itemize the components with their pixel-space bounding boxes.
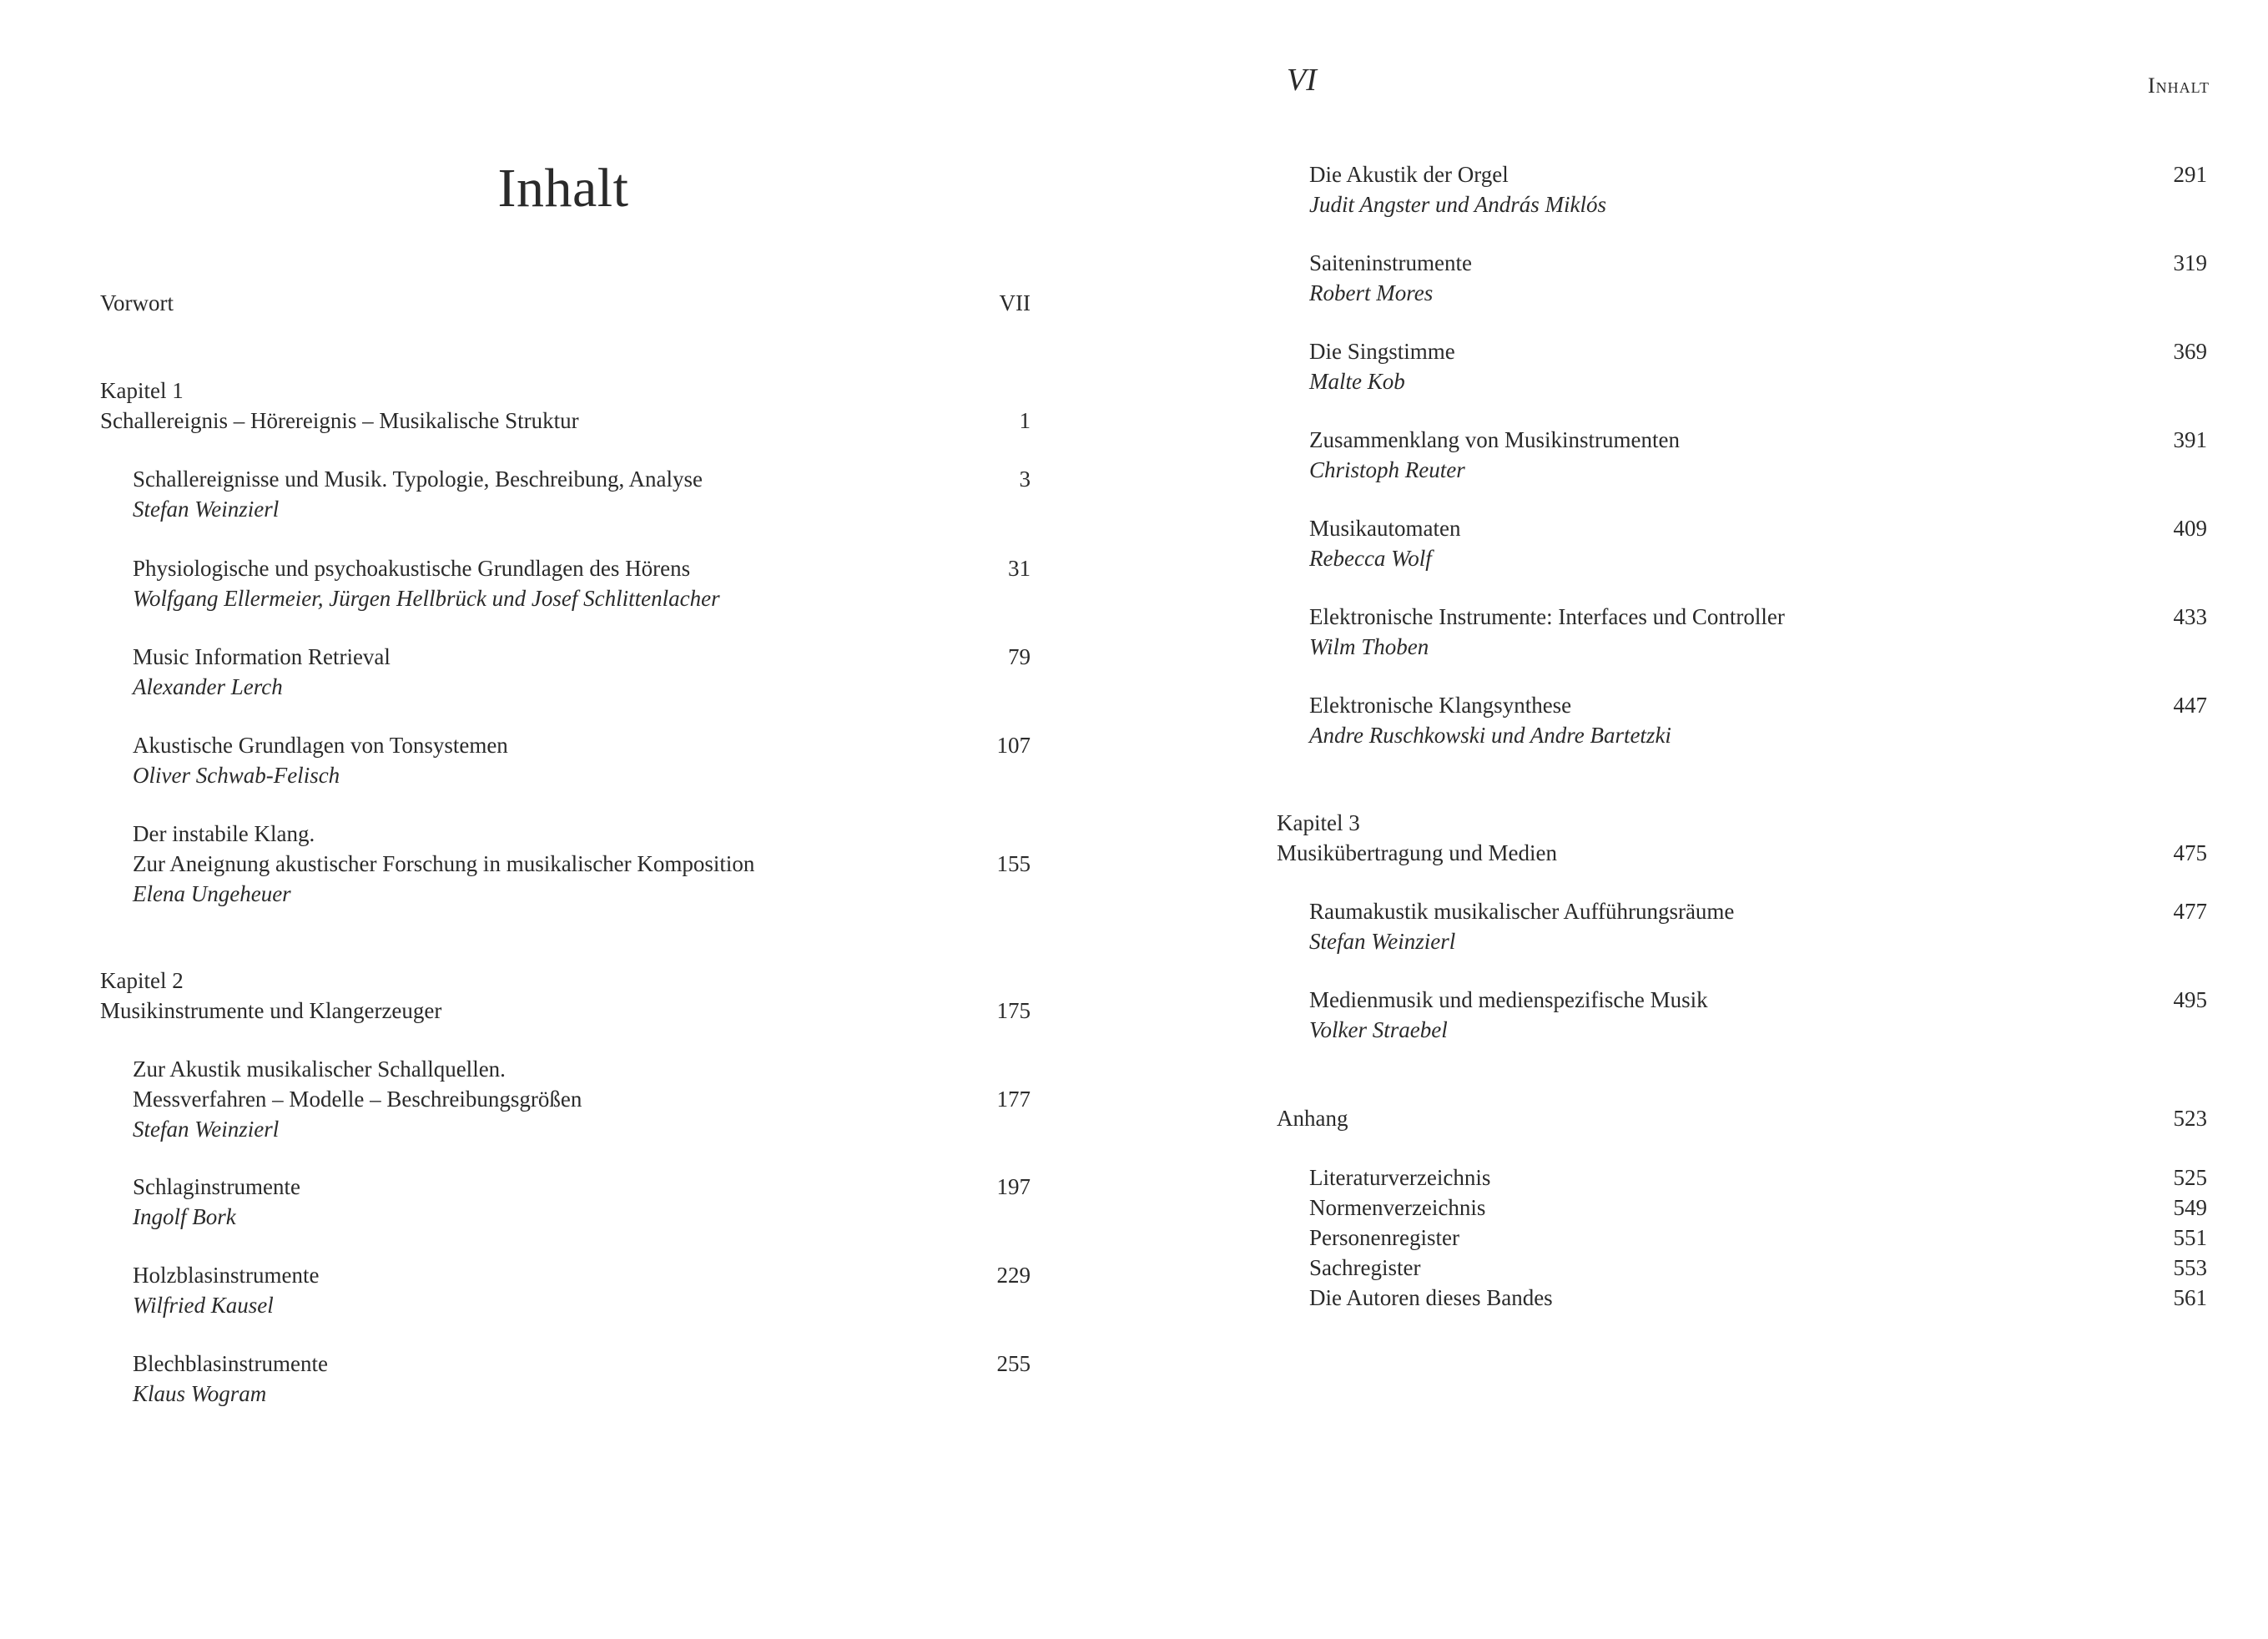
entry-author: Malte Kob <box>1309 369 1405 394</box>
running-header-page-number: VI <box>1287 63 1317 98</box>
entry-page: 495 <box>2173 987 2207 1012</box>
entry-title: Akustische Grundlagen von Tonsystemen <box>133 733 508 758</box>
entry-author: Oliver Schwab-Felisch <box>133 763 340 788</box>
toc-entry[interactable] <box>1277 513 2207 573</box>
chapter-2-entry-10 <box>1277 690 2207 750</box>
toc-entry[interactable] <box>1309 1193 2207 1223</box>
entry-title: Medienmusik und medienspezifische Musik <box>1309 987 1708 1012</box>
toc-entry[interactable] <box>1277 425 2207 485</box>
anhang-heading <box>1277 1103 2207 1133</box>
entry-title: Personenregister <box>1309 1225 1459 1250</box>
toc-entry[interactable] <box>100 819 1031 909</box>
chapter-3-entry-0 <box>1277 896 2207 956</box>
chapter-page: 475 <box>2173 840 2207 865</box>
chapter-page: 175 <box>996 998 1031 1023</box>
entry-page: 525 <box>2173 1165 2207 1190</box>
entry-page: 291 <box>2173 162 2207 187</box>
toc-entry[interactable] <box>100 642 1031 702</box>
chapter-2-entry-9 <box>1277 602 2207 662</box>
toc-entry[interactable] <box>1277 159 2207 219</box>
chapter-3-heading <box>1277 808 2207 868</box>
entry-page: 3 <box>1019 466 1031 492</box>
toc-entry[interactable] <box>100 730 1031 790</box>
entry-author: Rebecca Wolf <box>1309 546 1432 571</box>
entry-page: 561 <box>2173 1285 2207 1310</box>
entry-author: Wilfried Kausel <box>133 1293 274 1318</box>
chapter-1-heading <box>100 376 1031 436</box>
entry-author: Wolfgang Ellermeier, Jürgen Hellbrück und Josef Schlittenlacher <box>133 586 720 611</box>
toc-entry[interactable] <box>100 464 1031 524</box>
entry-author: Stefan Weinzierl <box>133 497 280 522</box>
entry-title: Raumakustik musikalischer Aufführungsräume <box>1309 899 1735 924</box>
toc-entry[interactable] <box>1277 336 2207 396</box>
toc-entry[interactable] <box>1277 690 2207 750</box>
chapter-1-entry-4 <box>100 819 1031 909</box>
chapter-2-entry-7 <box>1277 425 2207 485</box>
entry-author: Christoph Reuter <box>1309 457 1465 482</box>
entry-title: Physiologische und psychoakustische Grundlagen des Hörens <box>133 556 691 581</box>
entry-title: Saiteninstrumente <box>1309 250 1472 275</box>
entry-page: 177 <box>996 1087 1031 1112</box>
chapter-1-entry-0 <box>100 464 1031 524</box>
chapter-1-entry-3 <box>100 730 1031 790</box>
entry-author: Stefan Weinzierl <box>133 1117 280 1142</box>
entry-title: Literaturverzeichnis <box>1309 1165 1491 1190</box>
chapter-label: Kapitel 1 <box>100 378 184 403</box>
chapter-2-entry-6 <box>1277 336 2207 396</box>
chapter-heading[interactable] <box>1277 1103 2207 1133</box>
chapter-1-entry-1 <box>100 553 1031 613</box>
entry-author: Wilm Thoben <box>1309 634 1429 659</box>
entry-author: Robert Mores <box>1309 280 1434 305</box>
entry-author: Ingolf Bork <box>133 1204 236 1229</box>
entry-page: 229 <box>996 1263 1031 1288</box>
entry-page: 553 <box>2173 1255 2207 1280</box>
entry-page: VII <box>999 290 1031 315</box>
entry-title: Schlaginstrumente <box>133 1174 300 1199</box>
toc-entry[interactable] <box>1309 1253 2207 1283</box>
chapter-2-heading <box>100 966 1031 1026</box>
chapter-2-entry-0 <box>100 1054 1031 1144</box>
entry-page: 447 <box>2173 693 2207 718</box>
toc-entry[interactable] <box>100 1054 1031 1144</box>
toc-entry[interactable] <box>100 1172 1031 1232</box>
chapter-2-entry-5 <box>1277 248 2207 308</box>
entry-title: Zur Akustik musikalischer Schallquellen. <box>133 1057 506 1082</box>
chapter-heading[interactable] <box>100 376 1031 436</box>
right-page <box>1134 0 2268 1639</box>
running-header-title: Inhalt <box>2148 73 2210 98</box>
toc-entry[interactable] <box>100 1260 1031 1320</box>
entry-page: 551 <box>2173 1225 2207 1250</box>
toc-entry[interactable] <box>1277 896 2207 956</box>
chapter-1-entry-2 <box>100 642 1031 702</box>
toc-entry[interactable] <box>1309 1162 2207 1193</box>
chapter-label: Kapitel 2 <box>100 968 184 993</box>
entry-page: 107 <box>996 733 1031 758</box>
entry-author: Elena Ungeheuer <box>133 881 291 906</box>
toc-entry[interactable] <box>100 1349 1031 1409</box>
chapter-2-entry-2 <box>100 1260 1031 1320</box>
entry-author: Stefan Weinzierl <box>1309 929 1456 954</box>
chapter-label: Kapitel 3 <box>1277 810 1360 835</box>
entry-page: 391 <box>2173 427 2207 452</box>
entry-title: Musikautomaten <box>1309 516 1461 541</box>
toc-entry[interactable] <box>1309 1223 2207 1253</box>
entry-title: Elektronische Klangsynthese <box>1309 693 1572 718</box>
entry-page: 197 <box>996 1174 1031 1199</box>
toc-vorwort <box>100 288 1031 318</box>
entry-author: Volker Straebel <box>1309 1017 1448 1042</box>
entry-title: Vorwort <box>100 290 174 315</box>
chapter-title: Schallereignis – Hörereignis – Musikalische Struktur <box>100 408 579 433</box>
chapter-heading[interactable] <box>100 966 1031 1026</box>
chapter-3-entry-1 <box>1277 985 2207 1045</box>
entry-title: Music Information Retrieval <box>133 644 391 669</box>
toc-entry[interactable] <box>100 553 1031 613</box>
entry-author: Andre Ruschkowski und Andre Bartetzki <box>1309 723 1671 748</box>
chapter-2-entry-4 <box>1277 159 2207 219</box>
anhang-items <box>1277 1162 2207 1313</box>
chapter-2-entry-8 <box>1277 513 2207 573</box>
toc-entry[interactable] <box>1277 985 2207 1045</box>
entry-author: Klaus Wogram <box>133 1381 267 1406</box>
entry-page: 255 <box>996 1351 1031 1376</box>
chapter-page: 1 <box>1019 408 1031 433</box>
entry-title: Blechblasinstrumente <box>133 1351 328 1376</box>
entry-page: 155 <box>996 851 1031 876</box>
chapter-title: Musikübertragung und Medien <box>1277 840 1557 865</box>
entry-page: 79 <box>1008 644 1031 669</box>
page-title: Inhalt <box>497 158 629 219</box>
toc-entry[interactable] <box>1277 248 2207 308</box>
entry-title-continued: Messverfahren – Modelle – Beschreibungsgrößen <box>133 1087 582 1112</box>
entry-page: 477 <box>2173 899 2207 924</box>
entry-author: Alexander Lerch <box>133 674 283 699</box>
entry-author: Judit Angster und András Miklós <box>1309 192 1606 217</box>
entry-title: Schallereignisse und Musik. Typologie, Beschreibung, Analyse <box>133 466 703 492</box>
entry-page: 549 <box>2173 1195 2207 1220</box>
entry-title: Die Singstimme <box>1309 339 1455 364</box>
toc-entry[interactable] <box>1309 1283 2207 1313</box>
entry-page: 409 <box>2173 516 2207 541</box>
entry-title: Zusammenklang von Musikinstrumenten <box>1309 427 1680 452</box>
toc-entry-vorwort[interactable] <box>100 288 1031 318</box>
chapter-page: 523 <box>2173 1106 2207 1131</box>
entry-title: Die Autoren dieses Bandes <box>1309 1285 1553 1310</box>
entry-page: 369 <box>2173 339 2207 364</box>
entry-title: Die Akustik der Orgel <box>1309 162 1509 187</box>
chapter-title: Anhang <box>1277 1106 1348 1131</box>
entry-page: 31 <box>1008 556 1031 581</box>
chapter-2-entry-3 <box>100 1349 1031 1409</box>
entry-title-continued: Zur Aneignung akustischer Forschung in musikalischer Komposition <box>133 851 755 876</box>
entry-title: Elektronische Instrumente: Interfaces und Controller <box>1309 604 1785 629</box>
entry-page: 433 <box>2173 604 2207 629</box>
chapter-2-entry-1 <box>100 1172 1031 1232</box>
anhang-list <box>1277 1162 2207 1313</box>
chapter-title: Musikinstrumente und Klangerzeuger <box>100 998 442 1023</box>
entry-page: 319 <box>2173 250 2207 275</box>
entry-title: Sachregister <box>1309 1255 1421 1280</box>
chapter-heading[interactable] <box>1277 808 2207 868</box>
toc-entry[interactable] <box>1277 602 2207 662</box>
entry-title: Normenverzeichnis <box>1309 1195 1486 1220</box>
entry-title: Der instabile Klang. <box>133 821 315 846</box>
entry-title: Holzblasinstrumente <box>133 1263 320 1288</box>
